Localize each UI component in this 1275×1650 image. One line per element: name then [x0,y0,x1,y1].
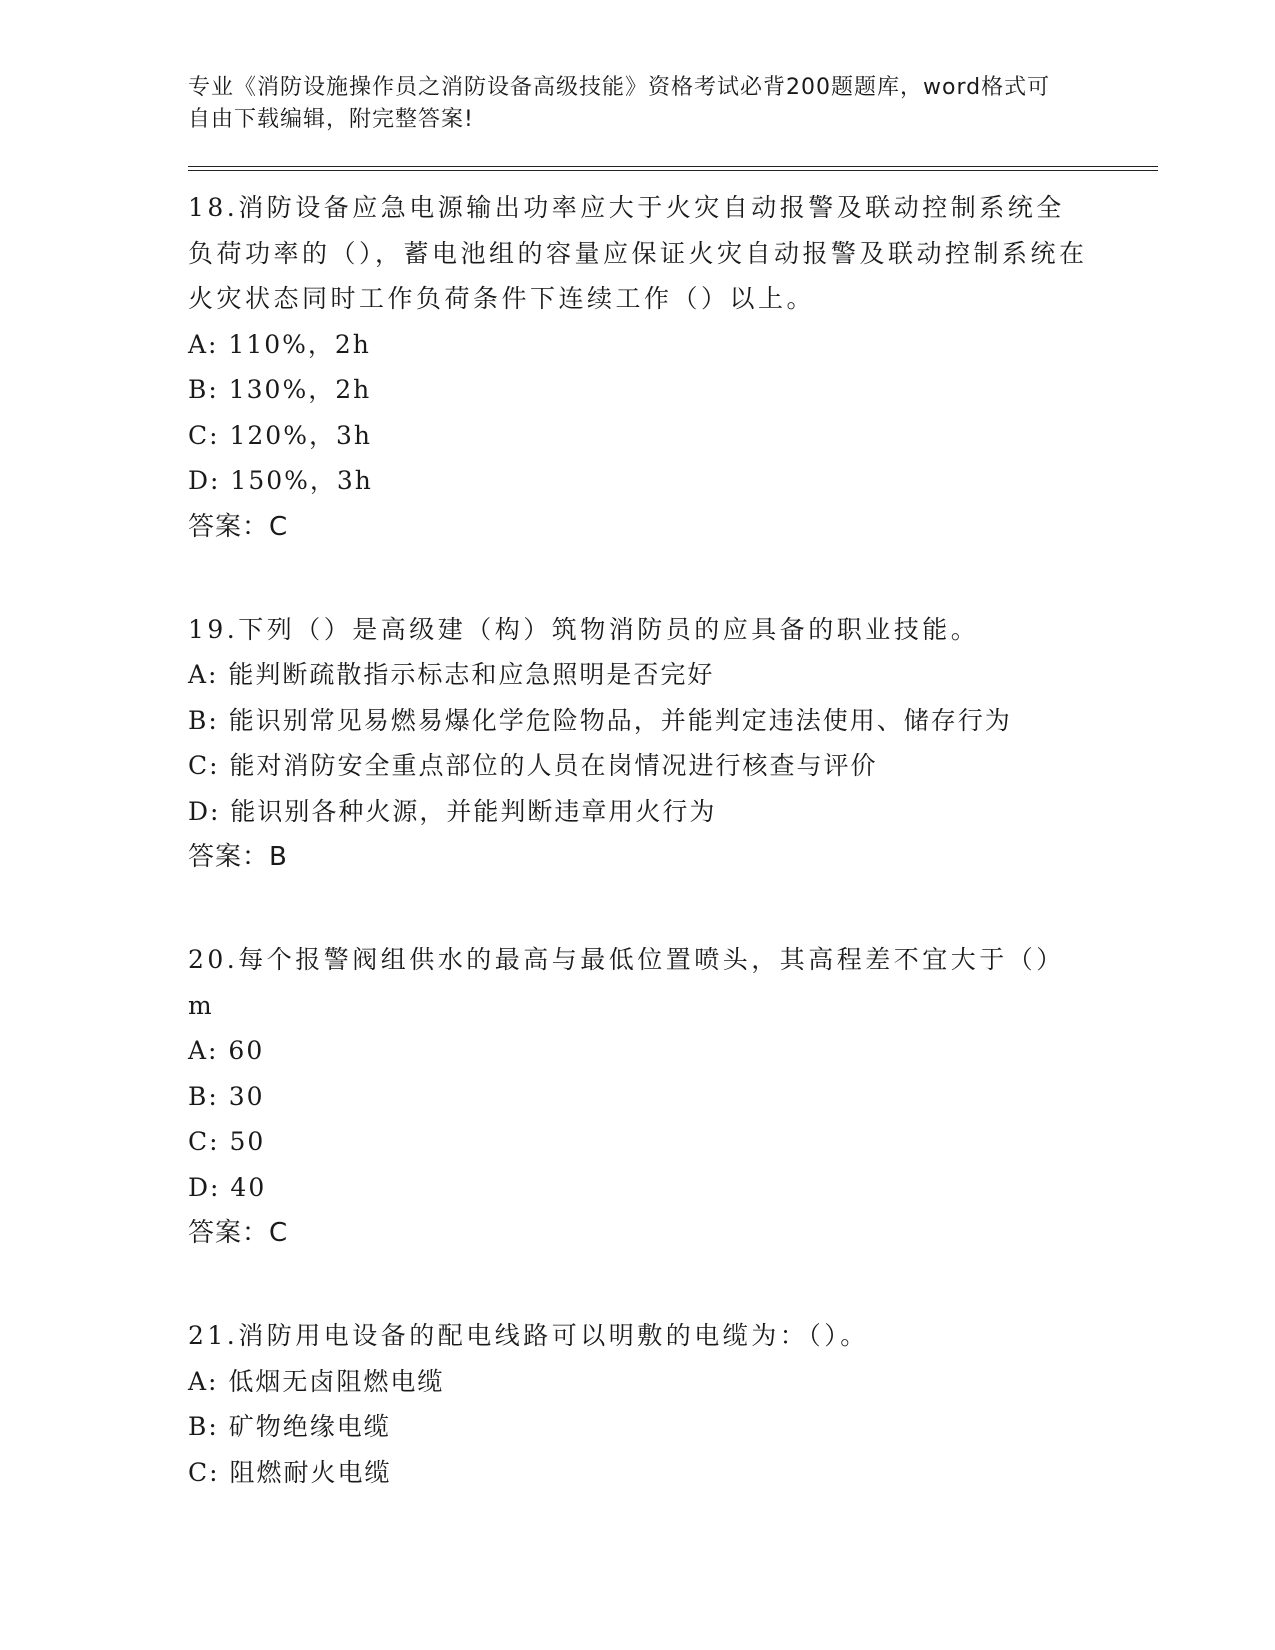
option-c: C: 120%，3h [188,420,372,450]
option-b: B: 30 [188,1081,265,1111]
answer-label: 答案：B [188,842,288,872]
option-a: A: 110%，2h [188,329,371,359]
option-a: A: 能判断疏散指示标志和应急照明是否完好 [188,660,715,689]
option-a: A: 60 [188,1036,265,1065]
document-page [188,72,1158,1495]
answer-label: 答案：C [188,511,289,542]
option-b: B: 130%，2h [188,375,372,404]
option-d: D: 150%，3h [188,466,373,495]
answer-label: 答案：C [188,1218,289,1248]
question-stem: 19.下列（）是高级建（构）筑物消防员的应具备的职业技能。 [188,614,980,644]
option-a: A: 低烟无卤阻燃电缆 [188,1366,445,1396]
question-stem: 18.消防设备应急电源输出功率应大于火灾自动报警及联动控制系统全负荷功率的（），蓄电池组的容量应保证火灾自动报警及联动控制系统在火灾状态同时工作负荷条件下连续工作（）以上。 [188,193,1088,313]
question-18 [188,185,1158,550]
document-header: 专业《消防设施操作员之消防设备高级技能》资格考试必背200题题库，word格式可自由下载编辑，附完整答案! [188,75,1051,132]
header-divider [188,166,1158,171]
question-stem: 20.每个报警阀组供水的最高与最低位置喷头，其高程差不宜大于（）m [188,945,1065,1020]
option-b: B: 能识别常见易燃易爆化学危险物品，并能判定违法使用、储存行为 [188,705,1012,735]
question-21 [188,1313,1158,1495]
option-b: B: 矿物绝缘电缆 [188,1412,391,1441]
question-19 [188,607,1158,881]
question-stem: 21.消防用电设备的配电线路可以明敷的电缆为：（）。 [188,1321,869,1350]
option-d: D: 40 [188,1172,267,1202]
option-c: C: 能对消防安全重点部位的人员在岗情况进行核查与评价 [188,751,878,780]
question-20 [188,937,1158,1256]
option-d: D: 能识别各种火源，并能判断违章用火行为 [188,796,717,826]
option-c: C: 50 [188,1127,266,1156]
option-c: C: 阻燃耐火电缆 [188,1457,392,1487]
